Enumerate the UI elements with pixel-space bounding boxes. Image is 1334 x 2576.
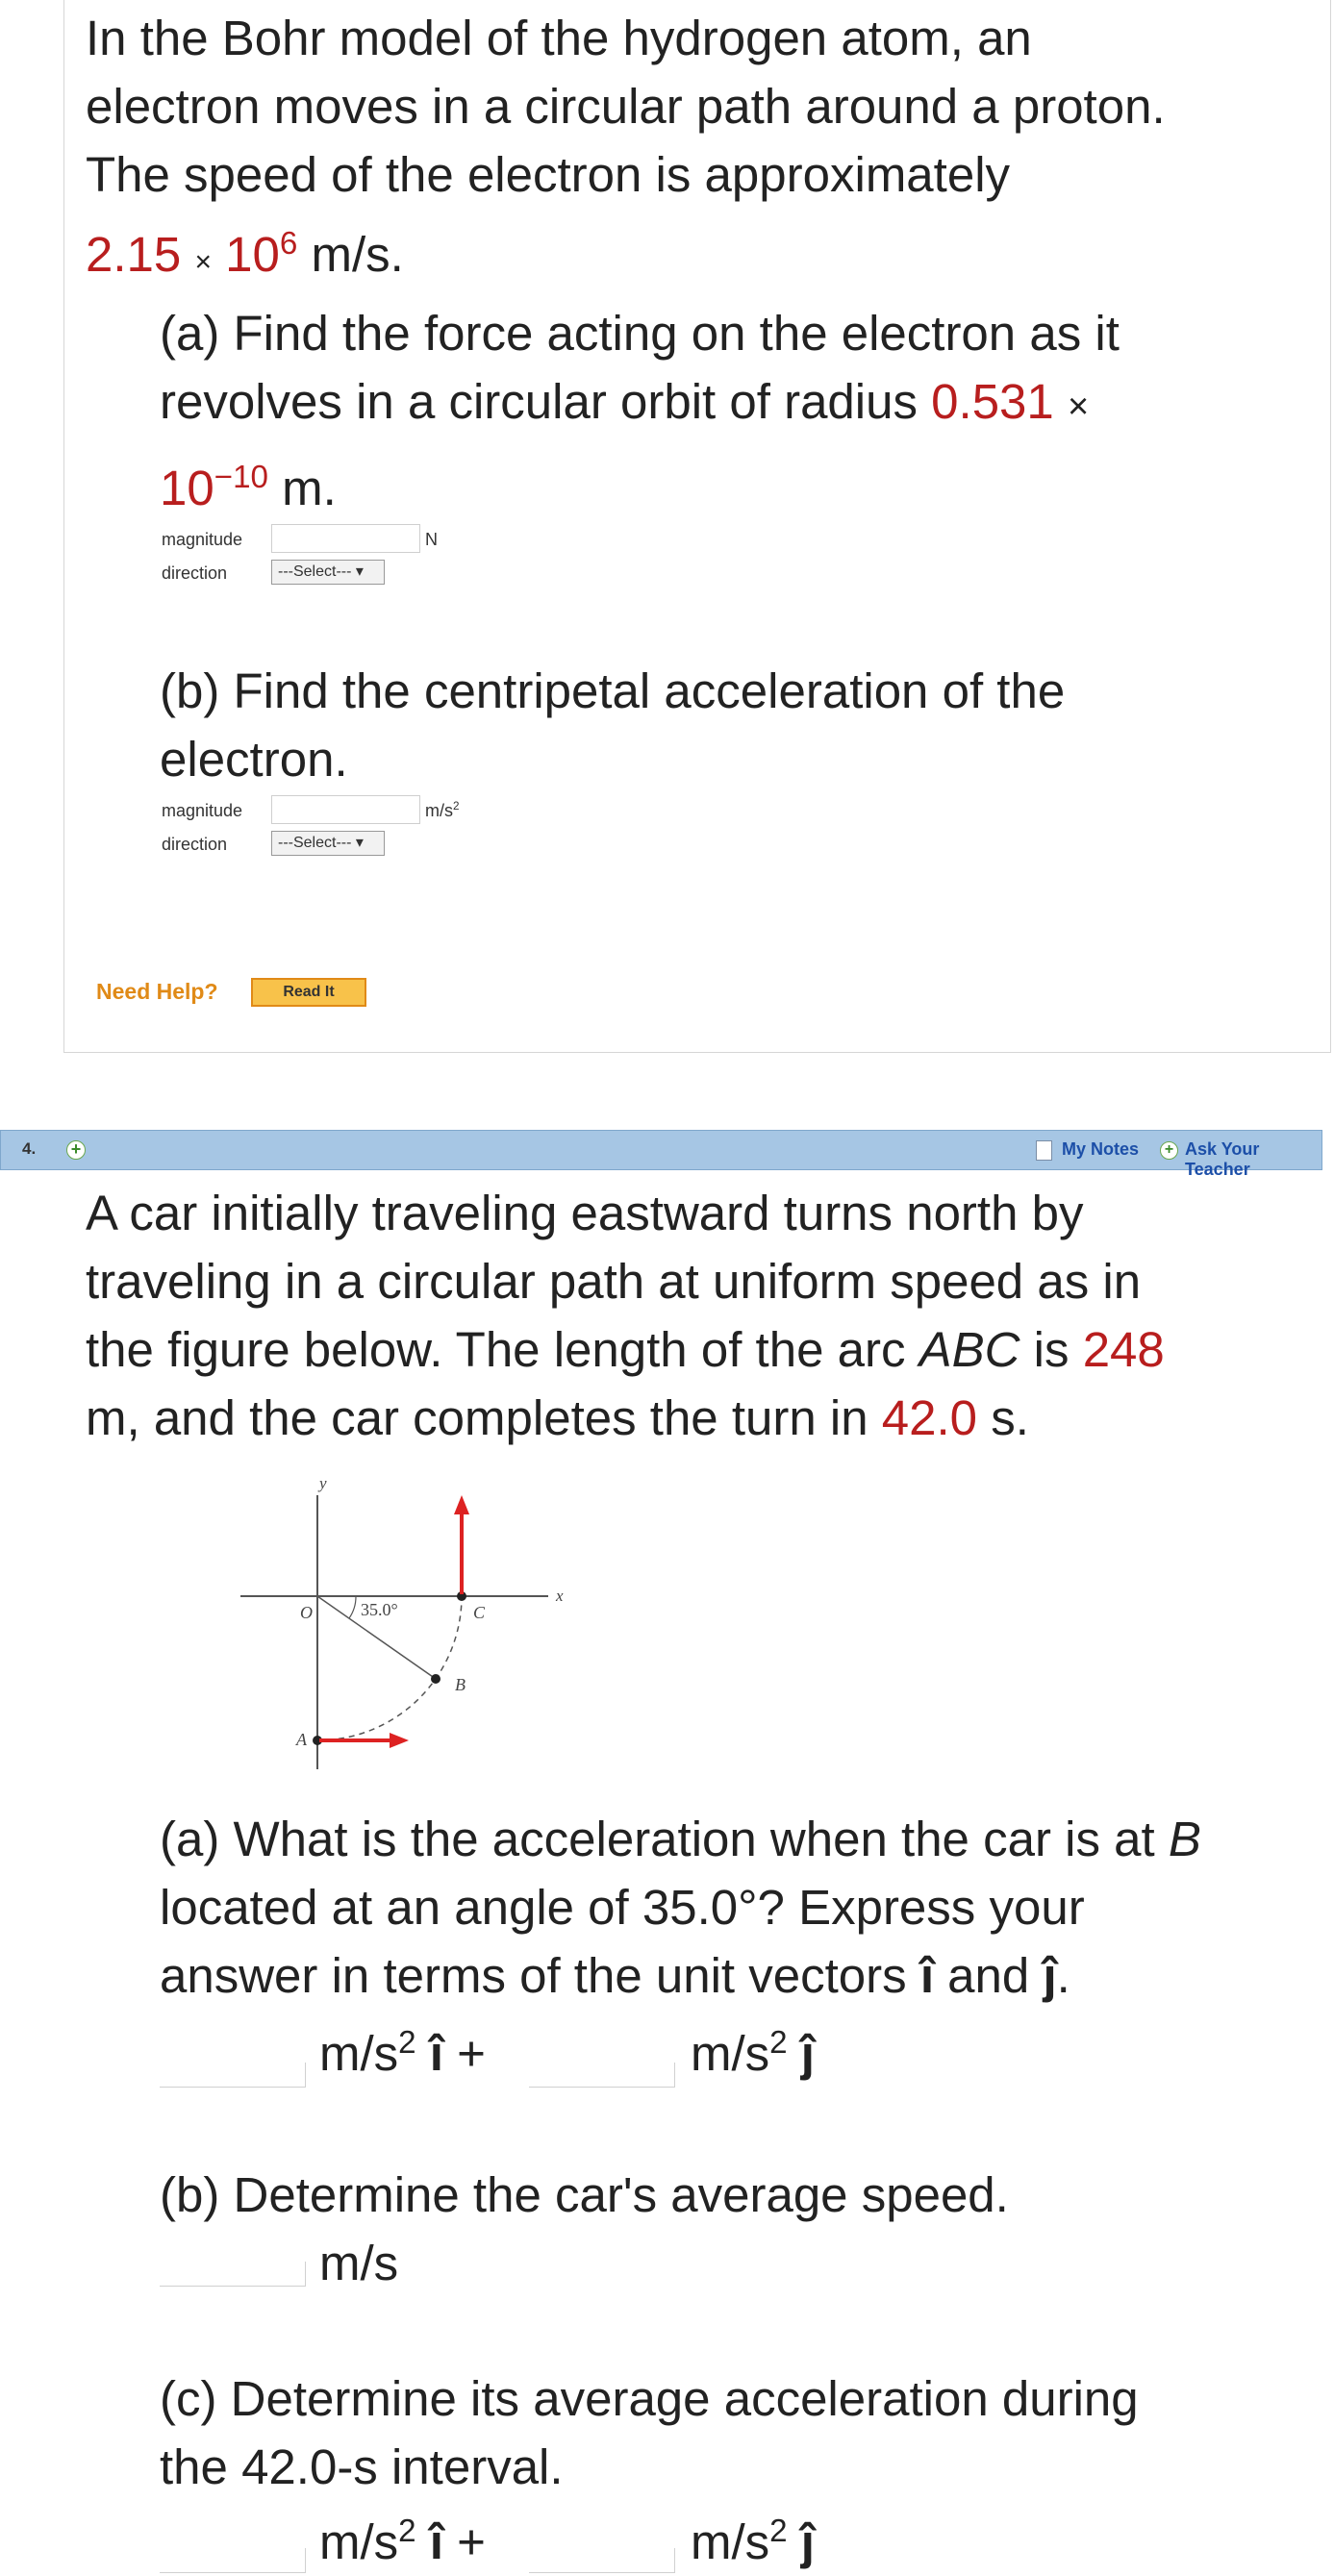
q4c-i-unit-base: m/s <box>319 2514 399 2569</box>
q4a-line2: located at an angle of 35.0°? Express your <box>160 1880 1085 1935</box>
q3-speed-value <box>86 220 404 296</box>
b-label: B <box>455 1675 466 1694</box>
q3b-line1: (b) Find the centripetal acceleration of the <box>160 663 1066 718</box>
question-number: 4. <box>22 1139 37 1158</box>
q4-line4-a: m, and the car completes the turn in <box>86 1390 882 1445</box>
arc-length-value: 248 <box>1082 1322 1165 1377</box>
unit-vector-i: î <box>919 1948 934 2003</box>
radius-unit: m. <box>267 461 337 515</box>
q4c-i-unit-exp: 2 <box>398 2513 416 2549</box>
q4c-j-hat: ĵ <box>800 2514 815 2569</box>
q3b-direction-label: direction <box>162 835 228 854</box>
q4-intro-line3 <box>86 1315 1165 1384</box>
notes-icon <box>1036 1140 1052 1161</box>
q4a-line1-a: (a) What is the acceleration when the car is at <box>160 1812 1169 1866</box>
arrowhead-a <box>390 1733 409 1748</box>
speed-mantissa: 2.15 <box>86 227 182 282</box>
q3a-magnitude-input[interactable] <box>271 524 420 553</box>
q4-intro-line2: traveling in a circular path at uniform speed as in <box>86 1254 1142 1309</box>
q4c-plus: + <box>457 2514 486 2569</box>
q4a-i-unit-exp: 2 <box>398 2025 416 2061</box>
q3a-line3 <box>160 454 337 522</box>
q4a-j-unit <box>691 2019 815 2088</box>
q4c-line1: (c) Determine its average acceleration during <box>160 2371 1139 2426</box>
angle-arc <box>349 1596 356 1618</box>
q3-intro-line3: The speed of the electron is approximately <box>86 147 1011 202</box>
q4a-point-b: B <box>1168 1812 1201 1866</box>
q4a-line3 <box>160 1941 1070 2010</box>
q4c-j-unit-base: m/s <box>691 2514 770 2569</box>
circular-path-figure <box>231 1466 577 1784</box>
ask-teacher-plus-icon: + <box>1160 1141 1178 1160</box>
q4c-i-hat: î <box>429 2514 443 2569</box>
need-help-label: Need Help? <box>96 979 218 1004</box>
q4c-j-unit <box>691 2508 815 2576</box>
q4a-plus: + <box>457 2026 486 2081</box>
radius-exp: −10 <box>214 460 268 495</box>
q3a-line1: (a) Find the force acting on the electron as it <box>160 306 1120 361</box>
q3a-line2-text: revolves in a circular orbit of radius <box>160 374 932 429</box>
angle-label: 35.0° <box>361 1600 398 1619</box>
a-label: A <box>296 1730 307 1749</box>
q3a-magnitude-label: magnitude <box>162 530 243 549</box>
q4c-j-unit-exp: 2 <box>769 2513 788 2549</box>
radius-times: × <box>1067 387 1090 427</box>
q4b-speed-input[interactable] <box>160 2262 306 2287</box>
unit-vector-j: ĵ <box>1043 1948 1057 2003</box>
x-axis-label: x <box>556 1587 564 1605</box>
q3-intro-line1: In the Bohr model of the hydrogen atom, an <box>86 11 1032 65</box>
q4a-j-unit-exp: 2 <box>769 2025 788 2061</box>
q4a-i-unit <box>319 2019 486 2088</box>
radius-mantissa: 0.531 <box>931 374 1054 429</box>
q3b-magnitude-input[interactable] <box>271 795 420 824</box>
q4a-j-unit-base: m/s <box>691 2026 770 2081</box>
point-b <box>431 1674 440 1684</box>
speed-base: 10 <box>225 227 280 282</box>
q4a-j-input[interactable] <box>529 2063 675 2088</box>
q4a-i-hat: î <box>429 2026 443 2081</box>
q3a-direction-select[interactable]: ---Select--- ▾ <box>271 560 385 585</box>
q3b-magnitude-label: magnitude <box>162 801 243 820</box>
q3b-direction-select[interactable]: ---Select--- ▾ <box>271 831 385 856</box>
speed-times: × <box>194 246 212 278</box>
q4b-line1: (b) Determine the car's average speed. <box>160 2167 1009 2222</box>
q4a-i-unit-base: m/s <box>319 2026 399 2081</box>
q4b-unit: m/s <box>319 2236 399 2290</box>
q4a-j-hat: ĵ <box>800 2026 815 2081</box>
read-it-button[interactable]: Read It <box>251 978 366 1007</box>
q3b-line2: electron. <box>160 732 348 787</box>
q3a-line2 <box>160 367 1089 441</box>
q4-arc-abc: ABC <box>919 1322 1020 1377</box>
y-axis-label: y <box>319 1474 327 1492</box>
turn-time-value: 42.0 <box>881 1390 978 1445</box>
q4c-i-input[interactable] <box>160 2548 306 2573</box>
expand-plus-icon[interactable]: + <box>66 1140 86 1160</box>
radius-base: 10 <box>160 461 214 515</box>
q3b-unit-base: m/s <box>425 801 453 820</box>
q4-line4-b: s. <box>977 1390 1029 1445</box>
q4a-and: and <box>934 1948 1044 2003</box>
q4-line3-b: is <box>1019 1322 1083 1377</box>
arrowhead-c <box>454 1495 469 1514</box>
q3b-magnitude-unit <box>425 801 460 821</box>
q4a-line1 <box>160 1805 1201 1873</box>
q4a-line3-a: answer in terms of the unit vectors <box>160 1948 920 2003</box>
q4c-line2: the 42.0-s interval. <box>160 2439 564 2494</box>
q4-intro-line1: A car initially traveling eastward turns north by <box>86 1186 1084 1240</box>
ask-your-teacher-link[interactable]: Ask Your Teacher <box>1185 1139 1260 1179</box>
q4c-j-input[interactable] <box>529 2548 675 2573</box>
q3a-magnitude-unit: N <box>425 530 438 549</box>
q4a-i-input[interactable] <box>160 2063 306 2088</box>
c-label: C <box>473 1603 486 1622</box>
question-4-header <box>0 1130 1322 1179</box>
q4-line3-a: the figure below. The length of the arc <box>86 1322 919 1377</box>
q3b-unit-exp: 2 <box>453 800 460 813</box>
q3-intro-line2: electron moves in a circular path around a proton. <box>86 79 1166 134</box>
speed-unit: m/s. <box>311 227 404 282</box>
origin-label: O <box>300 1603 313 1622</box>
my-notes-link[interactable]: My Notes <box>1062 1139 1140 1159</box>
speed-exp: 6 <box>279 226 298 262</box>
q4a-dot: . <box>1056 1948 1070 2003</box>
q4-intro-line4 <box>86 1384 1029 1452</box>
q4c-i-unit <box>319 2508 486 2576</box>
q3a-direction-label: direction <box>162 563 228 583</box>
